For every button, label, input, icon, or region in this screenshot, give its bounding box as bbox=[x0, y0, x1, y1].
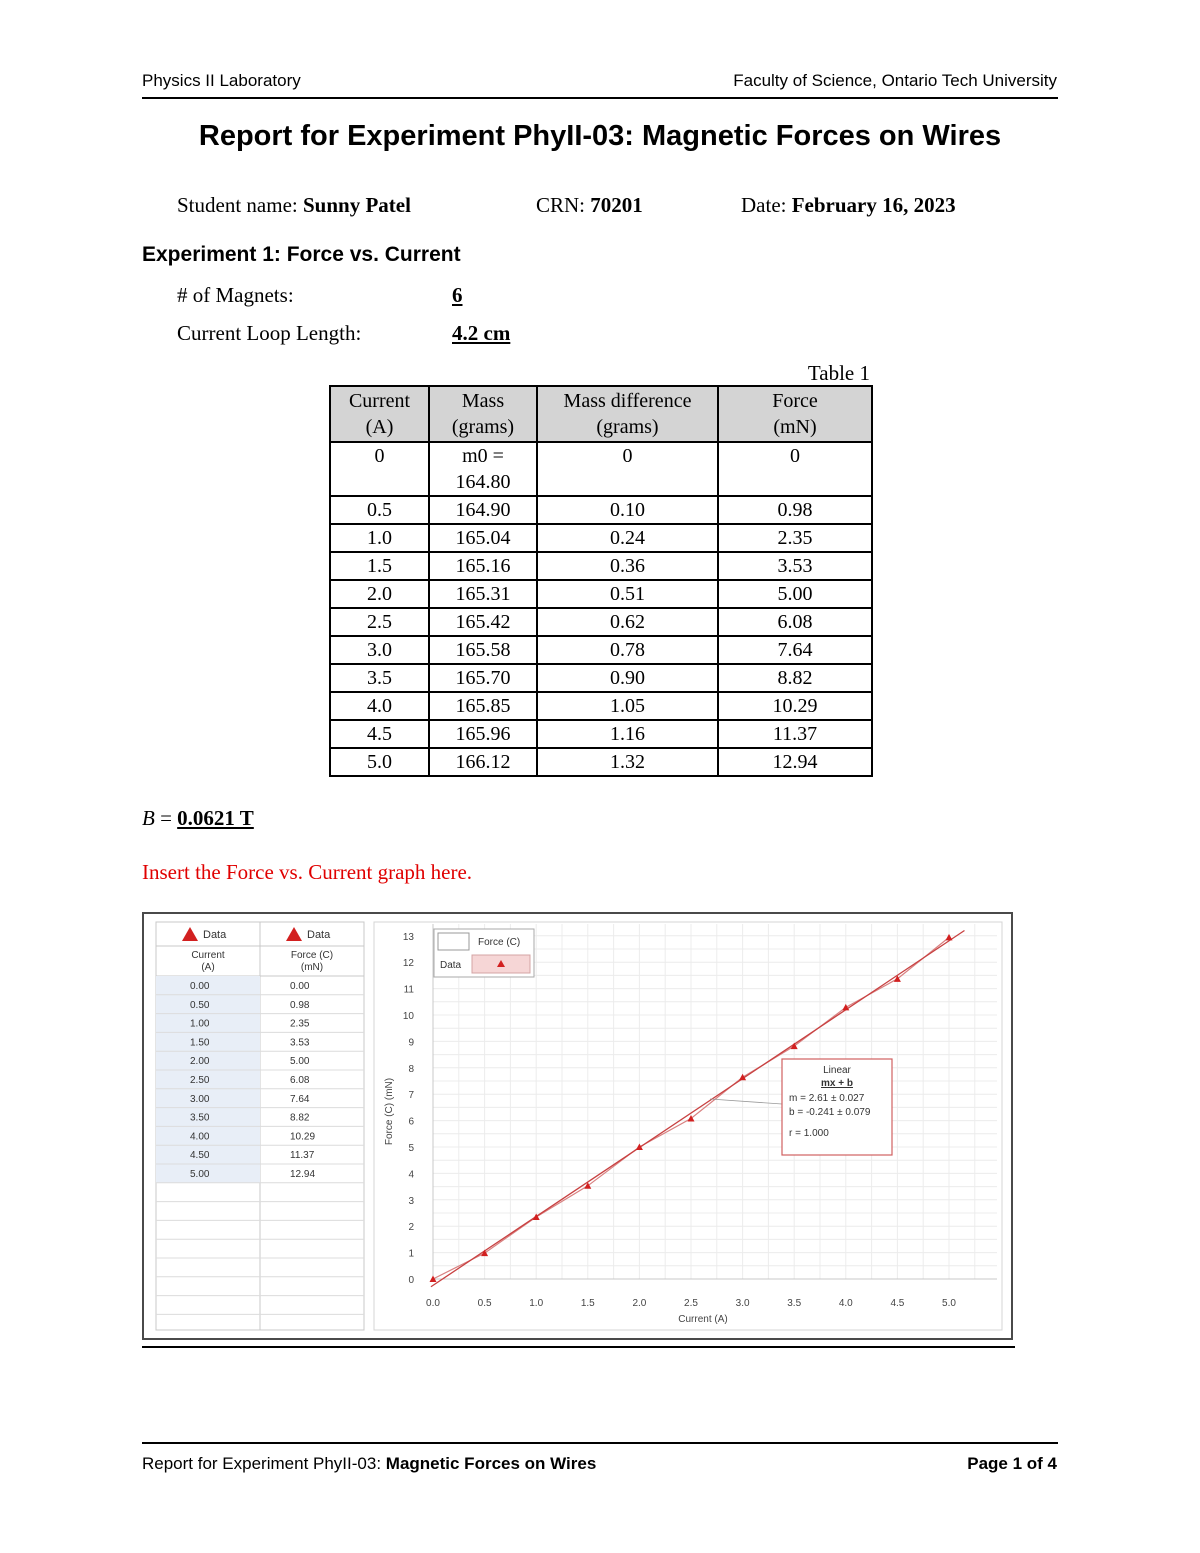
figure-data-table bbox=[156, 922, 364, 1330]
table-row bbox=[330, 720, 872, 748]
table-cell: 1.32 bbox=[537, 748, 718, 776]
header-force: Force (mN) bbox=[718, 386, 872, 442]
table-cell: 0.36 bbox=[537, 552, 718, 580]
data-column-name: Force (C) bbox=[290, 950, 334, 961]
report-title: Report for Experiment PhyII-03: Magnetic Forces on Wires bbox=[198, 120, 1002, 152]
experiment-1-title: Experiment 1: Force vs. Current bbox=[142, 243, 461, 266]
y-tick-label: 12 bbox=[402, 958, 414, 970]
table-cell: 2.5 bbox=[330, 608, 429, 636]
table-cell: 0.5 bbox=[330, 496, 429, 524]
b-equals: = bbox=[154, 806, 178, 830]
force-current-figure bbox=[142, 912, 1013, 1340]
x-tick-label: 1.0 bbox=[529, 1298, 544, 1309]
data-cell: 1.00 bbox=[190, 1018, 210, 1030]
table-cell: m0 = 164.80 bbox=[429, 442, 537, 496]
table-row bbox=[330, 580, 872, 608]
table-cell: 165.31 bbox=[429, 580, 537, 608]
table-cell: 1.5 bbox=[330, 552, 429, 580]
data-cell: 2.35 bbox=[290, 1018, 310, 1030]
table-row bbox=[330, 608, 872, 636]
y-tick-label: 1 bbox=[408, 1248, 414, 1260]
y-tick-label: 6 bbox=[408, 1116, 414, 1128]
insert-graph-instruction: Insert the Force vs. Current graph here. bbox=[142, 860, 473, 884]
data-cell: 8.82 bbox=[290, 1112, 310, 1124]
table-cell: 2.35 bbox=[718, 524, 872, 552]
table-cell: 3.5 bbox=[330, 664, 429, 692]
b-value: 0.0621 T bbox=[177, 806, 254, 830]
table-row bbox=[330, 748, 872, 776]
data-column-unit: (A) bbox=[201, 962, 215, 973]
data-cell: 1.50 bbox=[190, 1037, 210, 1049]
header-mass: Mass (grams) bbox=[429, 386, 537, 442]
force-current-chart bbox=[374, 922, 1002, 1330]
data-cell: 12.94 bbox=[290, 1169, 316, 1180]
table-header-row bbox=[330, 386, 872, 442]
table-cell: 165.58 bbox=[429, 636, 537, 664]
table-cell: 4.0 bbox=[330, 692, 429, 720]
table-row bbox=[330, 692, 872, 720]
data-cell: 6.08 bbox=[290, 1075, 310, 1086]
force-current-table bbox=[329, 385, 873, 777]
magnetic-field-result bbox=[142, 806, 254, 831]
fit-intercept: b = -0.241 ± 0.079 bbox=[789, 1107, 871, 1118]
table-cell: 0.24 bbox=[537, 524, 718, 552]
table-caption: Table 1 bbox=[807, 361, 870, 385]
x-tick-label: 3.0 bbox=[735, 1298, 750, 1309]
table-cell: 0.51 bbox=[537, 580, 718, 608]
header-current: Current (A) bbox=[330, 386, 429, 442]
chart-frame bbox=[374, 922, 1002, 1330]
data-cell: 5.00 bbox=[190, 1169, 210, 1180]
table-cell: 165.85 bbox=[429, 692, 537, 720]
fit-formula: mx + b bbox=[821, 1078, 853, 1089]
student-name-label: Student name: bbox=[177, 193, 298, 217]
data-cell: 11.37 bbox=[290, 1150, 315, 1162]
table-cell: 1.16 bbox=[537, 720, 718, 748]
table-cell: 10.29 bbox=[718, 692, 872, 720]
y-tick-label: 9 bbox=[408, 1037, 414, 1049]
b-symbol: B bbox=[142, 806, 155, 830]
x-tick-label: 0.5 bbox=[477, 1298, 492, 1309]
table-cell: 7.64 bbox=[718, 636, 872, 664]
student-name-field bbox=[177, 193, 411, 218]
header-lab-name: Physics II Laboratory bbox=[142, 71, 301, 90]
data-cell: 0.00 bbox=[290, 981, 310, 992]
x-tick-label: 5.0 bbox=[942, 1298, 956, 1309]
data-cell: 0.50 bbox=[190, 999, 210, 1011]
loop-length-label: Current Loop Length: bbox=[177, 321, 362, 345]
table-row bbox=[330, 496, 872, 524]
data-cell: 4.00 bbox=[190, 1131, 210, 1143]
y-tick-label: 2 bbox=[408, 1222, 414, 1234]
table-cell: 0 bbox=[537, 442, 718, 496]
data-column-name: Current bbox=[191, 950, 225, 961]
table-row bbox=[330, 442, 872, 496]
figure-rule bbox=[142, 1346, 1015, 1348]
y-tick-label: 5 bbox=[408, 1143, 414, 1154]
data-group-label: Data bbox=[307, 929, 331, 941]
x-tick-label: 3.5 bbox=[787, 1298, 802, 1309]
x-tick-label: 4.0 bbox=[838, 1298, 853, 1309]
table-cell: 0.10 bbox=[537, 496, 718, 524]
y-tick-label: 0 bbox=[408, 1275, 414, 1286]
y-tick-label: 13 bbox=[402, 931, 414, 943]
table-cell: 12.94 bbox=[718, 748, 872, 776]
table-cell: 5.00 bbox=[718, 580, 872, 608]
data-cell: 2.00 bbox=[190, 1056, 210, 1068]
table-cell: 165.16 bbox=[429, 552, 537, 580]
y-tick-label: 10 bbox=[402, 1011, 414, 1022]
crn-value: 70201 bbox=[590, 193, 643, 217]
footer-page-number: Page 1 of 4 bbox=[967, 1454, 1057, 1473]
table-cell: 1.0 bbox=[330, 524, 429, 552]
table-cell: 0.62 bbox=[537, 608, 718, 636]
data-cell: 3.50 bbox=[190, 1112, 210, 1124]
table-cell: 5.0 bbox=[330, 748, 429, 776]
data-cell: 5.00 bbox=[290, 1056, 310, 1068]
table-cell: 0.98 bbox=[718, 496, 872, 524]
table-cell: 3.0 bbox=[330, 636, 429, 664]
header-mass-difference: Mass difference (grams) bbox=[537, 386, 718, 442]
table-row bbox=[330, 664, 872, 692]
table-cell: 165.04 bbox=[429, 524, 537, 552]
figure-svg bbox=[144, 914, 1011, 1338]
table-cell: 2.0 bbox=[330, 580, 429, 608]
table-cell: 165.42 bbox=[429, 608, 537, 636]
data-cell: 4.50 bbox=[190, 1150, 210, 1162]
table-cell: 0.78 bbox=[537, 636, 718, 664]
legend-row-label: Data bbox=[440, 960, 462, 971]
y-tick-label: 4 bbox=[408, 1169, 414, 1181]
table-cell: 0 bbox=[718, 442, 872, 496]
magnets-value: 6 bbox=[452, 283, 463, 307]
y-axis-label: Force (C) (mN) bbox=[384, 1077, 395, 1146]
y-tick-label: 7 bbox=[408, 1090, 414, 1102]
table-cell: 11.37 bbox=[718, 720, 872, 748]
data-cell: 2.50 bbox=[190, 1075, 210, 1086]
table-cell: 165.70 bbox=[429, 664, 537, 692]
x-tick-label: 2.0 bbox=[632, 1298, 647, 1309]
table-cell: 0 bbox=[330, 442, 429, 496]
student-name-value: Sunny Patel bbox=[302, 193, 411, 217]
fit-correlation: r = 1.000 bbox=[789, 1128, 829, 1139]
table-row bbox=[330, 636, 872, 664]
table-cell: 164.90 bbox=[429, 496, 537, 524]
legend-column-label: Force (C) bbox=[478, 937, 521, 948]
x-tick-label: 4.5 bbox=[890, 1298, 905, 1309]
data-column-unit: (mN) bbox=[300, 962, 324, 973]
data-cell: 3.00 bbox=[190, 1093, 210, 1105]
data-group-label: Data bbox=[203, 929, 227, 941]
data-cell: 3.53 bbox=[290, 1037, 310, 1049]
data-cell: 0.00 bbox=[190, 981, 210, 992]
x-tick-label: 1.5 bbox=[580, 1298, 595, 1309]
y-tick-label: 3 bbox=[408, 1195, 414, 1207]
footer-report-title: Report for Experiment PhyII-03: Magnetic Forces on Wires bbox=[142, 1454, 597, 1473]
x-tick-label: 0.0 bbox=[426, 1298, 440, 1309]
table-cell: 165.96 bbox=[429, 720, 537, 748]
table-cell: 3.53 bbox=[718, 552, 872, 580]
table-cell: 0.90 bbox=[537, 664, 718, 692]
data-cell: 0.98 bbox=[290, 999, 310, 1011]
table-row bbox=[330, 552, 872, 580]
table-cell: 4.5 bbox=[330, 720, 429, 748]
legend-blank-cell bbox=[438, 933, 469, 950]
header-faculty: Faculty of Science, Ontario Tech University bbox=[733, 71, 1057, 90]
fit-title: Linear bbox=[823, 1065, 851, 1076]
footer-rule bbox=[142, 1442, 1058, 1444]
table-row bbox=[330, 524, 872, 552]
x-axis-label: Current (A) bbox=[678, 1314, 728, 1325]
table-cell: 1.05 bbox=[537, 692, 718, 720]
x-tick-label: 2.5 bbox=[684, 1298, 698, 1309]
crn-field bbox=[536, 193, 643, 218]
date-field bbox=[741, 193, 956, 218]
crn-label: CRN: bbox=[536, 193, 586, 217]
y-tick-label: 11 bbox=[403, 984, 414, 996]
data-cell: 10.29 bbox=[290, 1131, 316, 1143]
loop-length-value: 4.2 cm bbox=[452, 321, 511, 345]
date-value: February 16, 2023 bbox=[791, 193, 956, 217]
y-tick-label: 8 bbox=[408, 1063, 414, 1075]
magnets-label: # of Magnets: bbox=[177, 283, 294, 307]
data-cell: 7.64 bbox=[290, 1093, 310, 1105]
fit-slope: m = 2.61 ± 0.027 bbox=[789, 1093, 865, 1104]
table-cell: 166.12 bbox=[429, 748, 537, 776]
table-cell: 8.82 bbox=[718, 664, 872, 692]
header-rule bbox=[142, 97, 1058, 99]
table-cell: 6.08 bbox=[718, 608, 872, 636]
date-label: Date: bbox=[741, 193, 787, 217]
